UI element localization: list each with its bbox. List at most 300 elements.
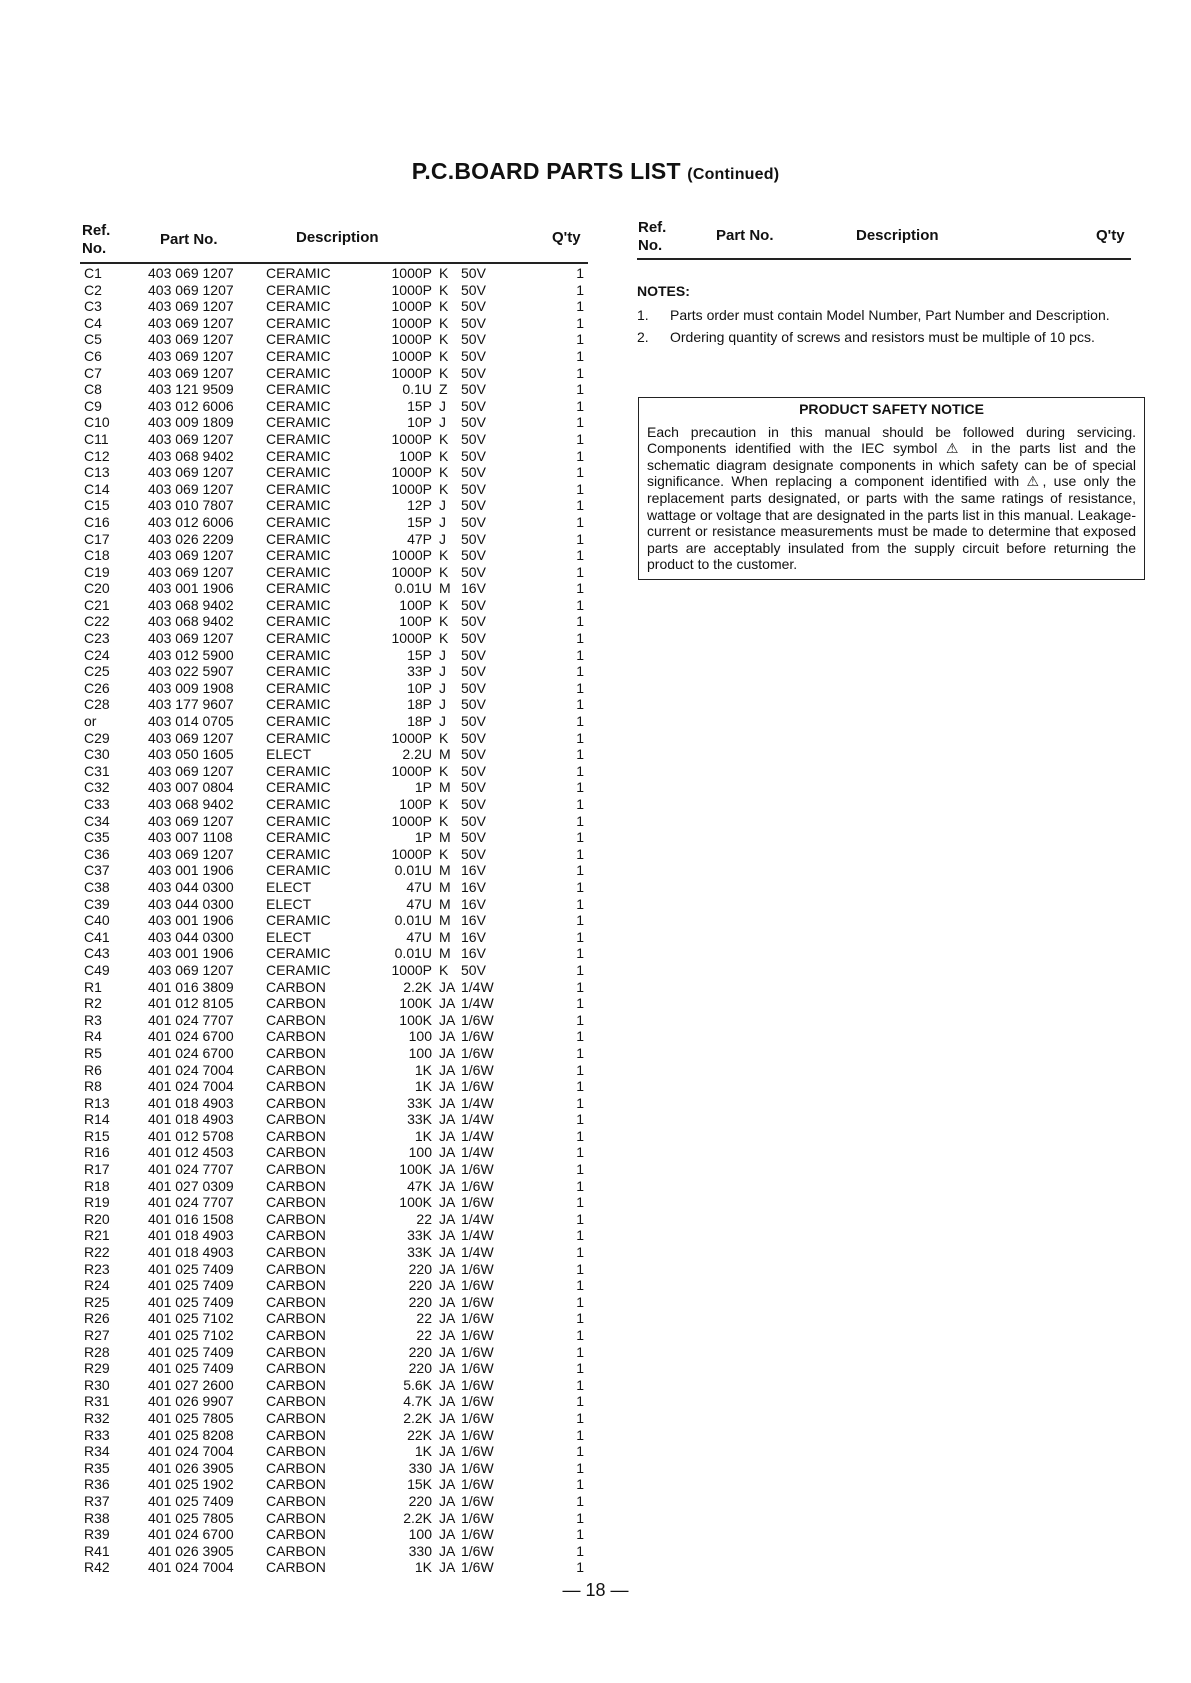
value-cell: 1000P	[391, 812, 432, 829]
description-cell: CARBON	[266, 1559, 326, 1576]
tolerance-cell: Z	[439, 381, 448, 398]
rating-cell: 1/6W	[461, 1526, 494, 1543]
value-cell: 100P	[399, 613, 432, 630]
tolerance-cell: K	[439, 796, 449, 812]
tolerance-cell: JA	[439, 1409, 456, 1426]
description-cell: CARBON	[266, 1277, 326, 1294]
qty-cell: 1	[576, 1044, 584, 1061]
description-cell: CERAMIC	[266, 265, 331, 281]
tolerance-cell: K	[439, 314, 449, 331]
product-safety-notice	[638, 397, 1145, 580]
value-cell: 1000P	[391, 480, 432, 497]
rating-cell: 50V	[461, 696, 486, 713]
value-cell: 1K	[414, 1443, 432, 1460]
qty-cell: 1	[576, 779, 584, 796]
tolerance-cell: JA	[439, 1260, 456, 1277]
tolerance-cell: JA	[439, 1293, 456, 1310]
tolerance-cell: JA	[439, 1542, 456, 1559]
part-no-cell: 401 024 6700	[148, 1526, 234, 1543]
part-no-cell: 403 044 0300	[148, 928, 234, 945]
part-no-cell: 403 069 1207	[148, 845, 234, 862]
value-cell: 47P	[407, 530, 432, 547]
value-cell: 1000P	[391, 364, 432, 381]
value-cell: 10P	[407, 679, 432, 696]
rating-cell: 50V	[461, 563, 486, 580]
rating-cell: 1/4W	[461, 1127, 494, 1144]
rating-cell: 50V	[461, 265, 486, 281]
value-cell: 2.2U	[402, 746, 432, 763]
tolerance-cell: JA	[439, 1426, 456, 1443]
rating-cell: 1/6W	[461, 1426, 494, 1443]
tolerance-cell: JA	[439, 1028, 456, 1045]
description-cell: ELECT	[266, 895, 312, 912]
note-item	[637, 306, 1133, 324]
ref-cell: R14	[84, 1111, 110, 1128]
value-cell: 4.7K	[403, 1393, 432, 1410]
description-cell: CERAMIC	[266, 364, 331, 381]
part-no-cell: 401 012 4503	[148, 1144, 234, 1161]
part-no-cell: 401 027 0309	[148, 1177, 234, 1194]
description-cell: CERAMIC	[266, 696, 331, 713]
description-cell: CARBON	[266, 1161, 326, 1178]
part-no-cell: 401 024 7004	[148, 1061, 234, 1078]
value-cell: 1P	[414, 829, 432, 846]
description-cell: CERAMIC	[266, 796, 331, 812]
value-cell: 100	[408, 1028, 432, 1045]
description-cell: CERAMIC	[266, 530, 331, 547]
tolerance-cell: K	[439, 630, 449, 647]
tolerance-cell: K	[439, 547, 449, 564]
description-cell: CERAMIC	[266, 663, 331, 680]
value-cell: 1000P	[391, 845, 432, 862]
tolerance-cell: M	[439, 895, 451, 912]
tolerance-cell: JA	[439, 1044, 456, 1061]
rating-cell: 1/4W	[461, 1094, 494, 1111]
ref-cell: R20	[84, 1210, 110, 1227]
tolerance-cell: JA	[439, 978, 456, 995]
rating-cell: 50V	[461, 630, 486, 647]
rating-cell: 1/6W	[461, 1260, 494, 1277]
iec-warning-triangle-icon: ⚠	[945, 440, 964, 457]
value-cell: 330	[408, 1542, 432, 1559]
description-cell: CARBON	[266, 1028, 326, 1045]
description-cell: CERAMIC	[266, 480, 331, 497]
value-cell: 2.2K	[403, 978, 432, 995]
rating-cell: 50V	[461, 812, 486, 829]
tolerance-cell: JA	[439, 1244, 456, 1261]
rating-cell: 50V	[461, 281, 486, 298]
tolerance-cell: K	[439, 331, 449, 348]
tolerance-cell: K	[439, 762, 449, 779]
description-cell: CARBON	[266, 1476, 326, 1493]
page-title	[0, 158, 1191, 185]
tolerance-cell: J	[439, 397, 446, 414]
description-cell: CERAMIC	[266, 729, 331, 746]
value-cell: 1K	[414, 1061, 432, 1078]
qty-cell: 1	[576, 1476, 584, 1493]
value-cell: 18P	[407, 713, 432, 730]
rating-cell: 50V	[461, 613, 486, 630]
rating-cell: 50V	[461, 961, 486, 978]
ref-cell: R41	[84, 1542, 110, 1559]
ref-cell: R6	[84, 1061, 102, 1078]
qty-cell: 1	[576, 1194, 584, 1211]
ref-cell: R15	[84, 1127, 110, 1144]
tolerance-cell: K	[439, 265, 449, 281]
part-no-cell: 403 012 6006	[148, 513, 234, 530]
qty-cell: 1	[576, 331, 584, 348]
qty-cell: 1	[576, 1111, 584, 1128]
value-cell: 100	[408, 1526, 432, 1543]
ref-cell: R33	[84, 1426, 110, 1443]
value-cell: 47K	[407, 1177, 432, 1194]
description-cell: CERAMIC	[266, 596, 331, 613]
tolerance-cell: JA	[439, 1061, 456, 1078]
value-cell: 220	[408, 1343, 432, 1360]
ref-cell: R26	[84, 1310, 110, 1327]
description-cell: CARBON	[266, 1293, 326, 1310]
note-item	[637, 328, 1133, 346]
part-no-cell: 401 026 3905	[148, 1542, 234, 1559]
header-description: Description	[296, 229, 379, 246]
rating-cell: 1/6W	[461, 1492, 494, 1509]
rating-cell: 1/4W	[461, 978, 494, 995]
title-main: P.C.BOARD PARTS LIST	[411, 158, 681, 184]
value-cell: 100K	[399, 1194, 432, 1211]
ref-cell: C8	[84, 381, 102, 398]
part-no-cell: 401 018 4903	[148, 1094, 234, 1111]
ref-cell: R2	[84, 995, 102, 1012]
qty-cell: 1	[576, 281, 584, 298]
rating-cell: 1/6W	[461, 1011, 494, 1028]
left-header-rule	[80, 262, 588, 264]
part-no-cell: 403 009 1908	[148, 679, 234, 696]
description-cell: CERAMIC	[266, 464, 331, 481]
description-cell: CARBON	[266, 1459, 326, 1476]
qty-cell: 1	[576, 580, 584, 597]
value-cell: 100K	[399, 1161, 432, 1178]
value-cell: 1K	[414, 1127, 432, 1144]
ref-cell: R17	[84, 1161, 110, 1178]
rating-cell: 50V	[461, 547, 486, 564]
value-cell: 0.1U	[402, 381, 432, 398]
qty-cell: 1	[576, 895, 584, 912]
part-no-cell: 401 025 7102	[148, 1327, 234, 1343]
description-cell: CERAMIC	[266, 646, 331, 663]
rating-cell: 50V	[461, 497, 486, 514]
header-ref	[82, 222, 110, 258]
qty-cell: 1	[576, 1559, 584, 1576]
description-cell: CERAMIC	[266, 497, 331, 514]
rating-cell: 1/4W	[461, 1227, 494, 1244]
description-cell: CERAMIC	[266, 414, 331, 431]
qty-cell: 1	[576, 1227, 584, 1244]
part-no-cell: 401 024 7004	[148, 1559, 234, 1576]
tolerance-cell: M	[439, 928, 451, 945]
part-no-cell: 403 050 1605	[148, 746, 234, 763]
tolerance-cell: J	[439, 530, 446, 547]
rating-cell: 1/6W	[461, 1194, 494, 1211]
description-cell: CARBON	[266, 1492, 326, 1509]
rating-cell: 50V	[461, 464, 486, 481]
qty-cell: 1	[576, 630, 584, 647]
description-cell: CARBON	[266, 1409, 326, 1426]
ref-cell: C10	[84, 414, 110, 431]
ref-cell: C33	[84, 796, 110, 812]
part-no-cell: 401 024 6700	[148, 1044, 234, 1061]
ref-cell: C3	[84, 298, 102, 315]
qty-cell: 1	[576, 1260, 584, 1277]
description-cell: CARBON	[266, 1210, 326, 1227]
part-no-cell: 403 121 9509	[148, 381, 234, 398]
ref-cell: R29	[84, 1360, 110, 1377]
rating-cell: 1/4W	[461, 1144, 494, 1161]
ref-cell: C36	[84, 845, 110, 862]
description-cell: CARBON	[266, 1177, 326, 1194]
value-cell: 22K	[407, 1426, 432, 1443]
tolerance-cell: JA	[439, 1094, 456, 1111]
tolerance-cell: JA	[439, 1526, 456, 1543]
right-header-rule	[637, 258, 1131, 260]
rating-cell: 50V	[461, 713, 486, 730]
part-no-cell: 401 024 7707	[148, 1161, 234, 1178]
ref-cell: C25	[84, 663, 110, 680]
qty-cell: 1	[576, 1310, 584, 1327]
value-cell: 15P	[407, 397, 432, 414]
part-no-cell: 403 069 1207	[148, 630, 234, 647]
ref-cell: C38	[84, 878, 110, 895]
qty-cell: 1	[576, 447, 584, 464]
qty-cell: 1	[576, 912, 584, 929]
value-cell: 15P	[407, 646, 432, 663]
part-no-cell: 401 025 7409	[148, 1260, 234, 1277]
description-cell: CERAMIC	[266, 845, 331, 862]
part-no-cell: 403 069 1207	[148, 812, 234, 829]
qty-cell: 1	[576, 563, 584, 580]
value-cell: 1000P	[391, 464, 432, 481]
ref-cell: C12	[84, 447, 110, 464]
tolerance-cell: J	[439, 663, 446, 680]
tolerance-cell: J	[439, 696, 446, 713]
ref-cell: C41	[84, 928, 110, 945]
qty-cell: 1	[576, 1078, 584, 1095]
tolerance-cell: K	[439, 812, 449, 829]
ref-cell: C31	[84, 762, 110, 779]
rating-cell: 50V	[461, 347, 486, 364]
value-cell: 100K	[399, 1011, 432, 1028]
part-no-cell: 403 068 9402	[148, 596, 234, 613]
right-header-ref-line2: No.	[638, 237, 663, 254]
part-no-cell: 403 069 1207	[148, 364, 234, 381]
part-no-cell: 403 012 5900	[148, 646, 234, 663]
value-cell: 220	[408, 1260, 432, 1277]
qty-cell: 1	[576, 713, 584, 730]
value-cell: 1000P	[391, 281, 432, 298]
rating-cell: 50V	[461, 381, 486, 398]
part-no-cell: 401 027 2600	[148, 1376, 234, 1393]
value-cell: 1K	[414, 1559, 432, 1576]
ref-cell: C6	[84, 347, 102, 364]
part-no-cell: 403 001 1906	[148, 862, 234, 879]
part-no-cell: 403 001 1906	[148, 580, 234, 597]
safety-body-part2: in the parts list and the schematic diagram designate components in which safety can be of special significance. When replacing a component identified with	[647, 440, 1136, 490]
description-cell: ELECT	[266, 878, 312, 895]
rating-cell: 1/6W	[461, 1044, 494, 1061]
rating-cell: 50V	[461, 414, 486, 431]
qty-cell: 1	[576, 414, 584, 431]
description-cell: CERAMIC	[266, 580, 331, 597]
rating-cell: 50V	[461, 679, 486, 696]
value-cell: 1000P	[391, 729, 432, 746]
rating-cell: 1/4W	[461, 1244, 494, 1261]
description-cell: CERAMIC	[266, 912, 331, 929]
ref-cell: C20	[84, 580, 110, 597]
qty-cell: 1	[576, 1028, 584, 1045]
value-cell: 100P	[399, 596, 432, 613]
ref-cell: or	[84, 713, 97, 730]
description-cell: CERAMIC	[266, 679, 331, 696]
qty-cell: 1	[576, 613, 584, 630]
description-cell: CARBON	[266, 1426, 326, 1443]
description-cell: CARBON	[266, 1393, 326, 1410]
tolerance-cell: JA	[439, 1376, 456, 1393]
qty-cell: 1	[576, 1360, 584, 1377]
ref-cell: R42	[84, 1559, 110, 1576]
value-cell: 22	[416, 1327, 432, 1343]
ref-cell: R34	[84, 1443, 110, 1460]
tolerance-cell: JA	[439, 1194, 456, 1211]
right-header-ref	[638, 219, 666, 255]
part-no-cell: 401 025 7409	[148, 1343, 234, 1360]
value-cell: 100	[408, 1044, 432, 1061]
part-no-cell: 401 025 7409	[148, 1277, 234, 1294]
tolerance-cell: JA	[439, 1459, 456, 1476]
tolerance-cell: M	[439, 862, 451, 879]
part-no-cell: 401 012 8105	[148, 995, 234, 1012]
value-cell: 1000P	[391, 347, 432, 364]
tolerance-cell: JA	[439, 1127, 456, 1144]
title-sub: (Continued)	[687, 166, 780, 183]
rating-cell: 1/6W	[461, 1459, 494, 1476]
rating-cell: 50V	[461, 746, 486, 763]
qty-cell: 1	[576, 845, 584, 862]
description-cell: CARBON	[266, 1443, 326, 1460]
qty-cell: 1	[576, 696, 584, 713]
qty-cell: 1	[576, 464, 584, 481]
rating-cell: 50V	[461, 829, 486, 846]
part-no-cell: 401 025 7805	[148, 1509, 234, 1526]
description-cell: CARBON	[266, 1244, 326, 1261]
tolerance-cell: J	[439, 713, 446, 730]
ref-cell: R23	[84, 1260, 110, 1277]
qty-cell: 1	[576, 265, 584, 281]
part-no-cell: 403 069 1207	[148, 331, 234, 348]
part-no-cell: 403 069 1207	[148, 430, 234, 447]
tolerance-cell: M	[439, 580, 451, 597]
qty-cell: 1	[576, 746, 584, 763]
part-no-cell: 403 069 1207	[148, 480, 234, 497]
description-cell: CERAMIC	[266, 547, 331, 564]
qty-cell: 1	[576, 364, 584, 381]
description-cell: CARBON	[266, 1044, 326, 1061]
value-cell: 330	[408, 1459, 432, 1476]
rating-cell: 16V	[461, 912, 486, 929]
description-cell: CARBON	[266, 1078, 326, 1095]
tolerance-cell: K	[439, 447, 449, 464]
value-cell: 47U	[406, 878, 432, 895]
qty-cell: 1	[576, 945, 584, 962]
description-cell: CARBON	[266, 978, 326, 995]
ref-cell: C26	[84, 679, 110, 696]
tolerance-cell: JA	[439, 1144, 456, 1161]
value-cell: 100P	[399, 796, 432, 812]
tolerance-cell: JA	[439, 1161, 456, 1178]
qty-cell: 1	[576, 729, 584, 746]
value-cell: 10P	[407, 414, 432, 431]
ref-cell: C4	[84, 314, 102, 331]
tolerance-cell: JA	[439, 1078, 456, 1095]
rating-cell: 50V	[461, 845, 486, 862]
rating-cell: 50V	[461, 663, 486, 680]
part-no-cell: 403 069 1207	[148, 347, 234, 364]
rating-cell: 1/6W	[461, 1393, 494, 1410]
qty-cell: 1	[576, 1409, 584, 1426]
part-no-cell: 403 069 1207	[148, 729, 234, 746]
rating-cell: 50V	[461, 729, 486, 746]
ref-cell: R4	[84, 1028, 102, 1045]
tolerance-cell: JA	[439, 1559, 456, 1576]
ref-cell: C49	[84, 961, 110, 978]
ref-cell: R16	[84, 1144, 110, 1161]
qty-cell: 1	[576, 679, 584, 696]
rating-cell: 50V	[461, 596, 486, 613]
rating-cell: 50V	[461, 430, 486, 447]
description-cell: CERAMIC	[266, 314, 331, 331]
description-cell: CERAMIC	[266, 713, 331, 730]
value-cell: 100P	[399, 447, 432, 464]
description-cell: CARBON	[266, 1327, 326, 1343]
part-no-cell: 401 024 7707	[148, 1011, 234, 1028]
part-no-cell: 401 018 4903	[148, 1227, 234, 1244]
part-no-cell: 401 025 7805	[148, 1409, 234, 1426]
value-cell: 33P	[407, 663, 432, 680]
tolerance-cell: K	[439, 596, 449, 613]
ref-cell: C37	[84, 862, 110, 879]
ref-cell: R31	[84, 1393, 110, 1410]
ref-cell: C2	[84, 281, 102, 298]
tolerance-cell: JA	[439, 1327, 456, 1343]
ref-cell: R28	[84, 1343, 110, 1360]
rating-cell: 1/4W	[461, 1111, 494, 1128]
rating-cell: 1/6W	[461, 1409, 494, 1426]
value-cell: 0.01U	[394, 945, 432, 962]
description-cell: CARBON	[266, 1376, 326, 1393]
rating-cell: 16V	[461, 878, 486, 895]
rating-cell: 16V	[461, 895, 486, 912]
ref-cell: C23	[84, 630, 110, 647]
tolerance-cell: JA	[439, 1509, 456, 1526]
part-no-cell: 403 007 1108	[148, 829, 233, 846]
rating-cell: 50V	[461, 314, 486, 331]
description-cell: CERAMIC	[266, 397, 331, 414]
qty-cell: 1	[576, 1277, 584, 1294]
ref-cell: R24	[84, 1277, 110, 1294]
description-cell: CARBON	[266, 1111, 326, 1128]
notes-title: NOTES:	[637, 283, 690, 299]
value-cell: 2.2K	[403, 1509, 432, 1526]
ref-cell: C5	[84, 331, 102, 348]
ref-cell: C35	[84, 829, 110, 846]
